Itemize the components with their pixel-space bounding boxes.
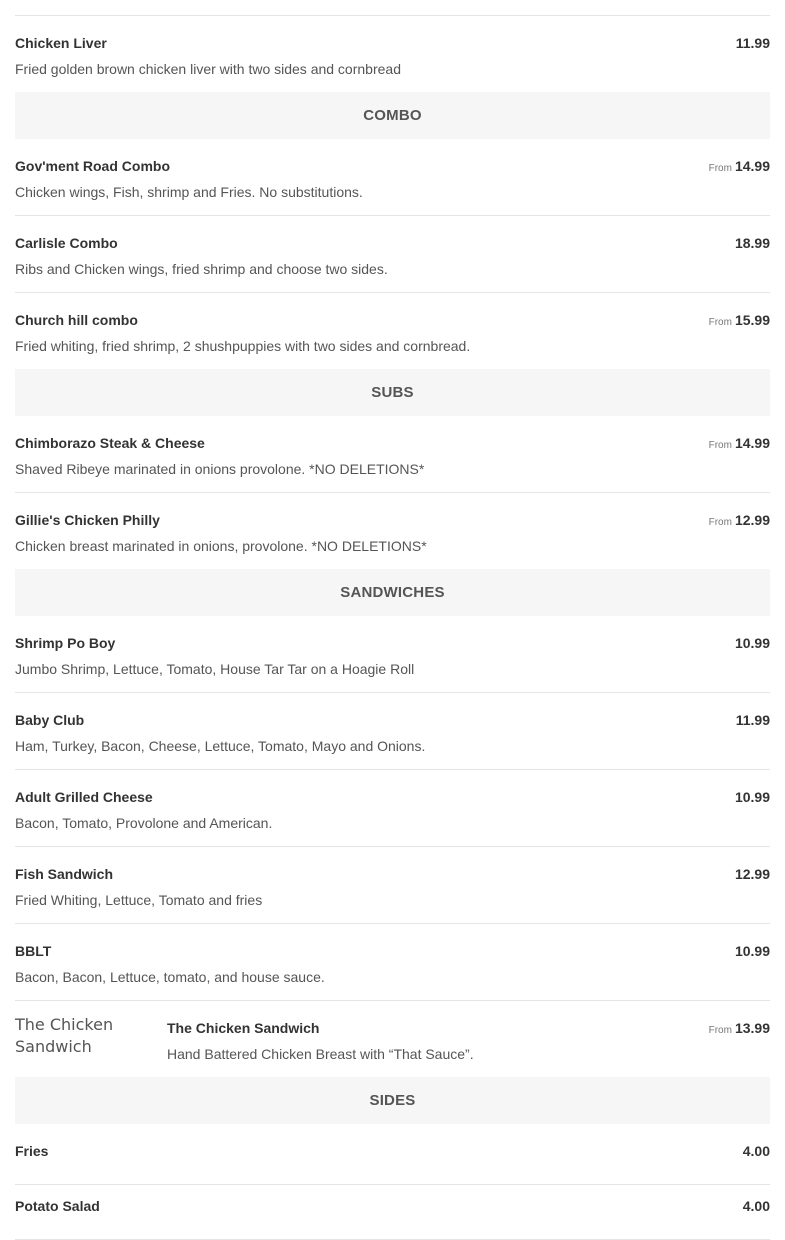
item-price	[709, 512, 770, 531]
menu-item-adult-grilled-cheese[interactable]	[15, 770, 770, 847]
item-price	[740, 1143, 770, 1162]
price-value: 14.99	[734, 158, 770, 174]
item-name: The Chicken Sandwich	[167, 1020, 320, 1036]
item-price	[740, 1198, 770, 1217]
item-description: Fried whiting, fried shrimp, 2 shushpuppies with two sides and cornbread.	[15, 338, 471, 354]
item-price	[709, 158, 770, 177]
menu-item-fries[interactable]	[15, 1124, 770, 1185]
item-description: Bacon, Bacon, Lettuce, tomato, and house sauce.	[15, 969, 325, 985]
price-value: 11.99	[735, 35, 770, 51]
price-value: 12.99	[734, 512, 770, 528]
menu-item-chicken-liver[interactable]	[15, 16, 770, 92]
item-description: Jumbo Shrimp, Lettuce, Tomato, House Tar Tar on a Hoagie Roll	[15, 661, 415, 677]
from-label: From	[708, 440, 732, 451]
item-name: Potato Salad	[15, 1198, 100, 1214]
item-price	[709, 435, 770, 454]
menu-list	[15, 0, 770, 1240]
menu-item-baby-club[interactable]	[15, 693, 770, 770]
item-name: Chicken Liver	[15, 35, 107, 51]
menu-item-carlisle-combo[interactable]	[15, 216, 770, 293]
from-label: From	[708, 517, 732, 528]
item-name: Chimborazo Steak & Cheese	[15, 435, 205, 451]
menu-item-church-hill-combo[interactable]	[15, 293, 770, 369]
item-image-broken[interactable]: The Chicken Sandwich	[15, 1015, 114, 1056]
item-name: Fish Sandwich	[15, 866, 114, 882]
menu-item-govment-road-combo[interactable]	[15, 139, 770, 216]
item-description: Hand Battered Chicken Breast with “That Sauce”.	[167, 1046, 474, 1062]
item-price	[732, 789, 770, 808]
item-description: Ribs and Chicken wings, fried shrimp and choose two sides.	[15, 261, 388, 277]
section-header-combo: COMBO	[15, 92, 770, 139]
item-name: Gov'ment Road Combo	[15, 158, 170, 174]
item-price	[732, 943, 770, 962]
section-header-subs: SUBS	[15, 369, 770, 416]
menu-item-fish-sandwich[interactable]	[15, 847, 770, 924]
item-description: Fried golden brown chicken liver with two sides and cornbread	[15, 61, 401, 77]
price-value: 15.99	[734, 312, 770, 328]
item-description: Shaved Ribeye marinated in onions provolone. *NO DELETIONS*	[15, 461, 425, 477]
from-label: From	[708, 163, 732, 174]
item-description: Ham, Turkey, Bacon, Cheese, Lettuce, Tomato, Mayo and Onions.	[15, 738, 426, 754]
item-description: Fried Whiting, Lettuce, Tomato and fries	[15, 892, 263, 908]
menu-item-potato-salad[interactable]	[15, 1185, 770, 1240]
price-value: 10.99	[734, 635, 770, 651]
section-header-sides: SIDES	[15, 1077, 770, 1124]
item-description: Chicken wings, Fish, shrimp and Fries. No substitutions.	[15, 184, 363, 200]
price-value: 4.00	[742, 1198, 770, 1214]
menu-item-chimborazo-steak-cheese[interactable]	[15, 416, 770, 493]
item-name: Gillie's Chicken Philly	[15, 512, 160, 528]
menu-item-bblt[interactable]	[15, 924, 770, 1001]
price-value: 12.99	[734, 866, 770, 882]
price-value: 11.99	[735, 712, 770, 728]
divider	[15, 0, 770, 16]
from-label: From	[708, 317, 732, 328]
item-name: Baby Club	[15, 712, 85, 728]
item-price	[709, 1020, 770, 1039]
section-header-sandwiches: SANDWICHES	[15, 569, 770, 616]
menu-item-the-chicken-sandwich[interactable]	[15, 1001, 770, 1077]
item-name: BBLT	[15, 943, 52, 959]
menu-item-shrimp-po-boy[interactable]	[15, 616, 770, 693]
price-value: 13.99	[734, 1020, 770, 1036]
item-name: Fries	[15, 1143, 49, 1159]
price-value: 18.99	[734, 235, 770, 251]
item-price	[732, 635, 770, 654]
price-value: 4.00	[742, 1143, 770, 1159]
item-description: Chicken breast marinated in onions, provolone. *NO DELETIONS*	[15, 538, 427, 554]
item-name: Adult Grilled Cheese	[15, 789, 153, 805]
menu-item-gillies-chicken-philly[interactable]	[15, 493, 770, 569]
item-name: Shrimp Po Boy	[15, 635, 116, 651]
price-value: 10.99	[734, 789, 770, 805]
item-price	[709, 312, 770, 331]
item-price	[732, 235, 770, 254]
item-name: Carlisle Combo	[15, 235, 118, 251]
item-price	[732, 866, 770, 885]
item-price	[733, 712, 770, 731]
item-price	[733, 35, 770, 54]
price-value: 14.99	[734, 435, 770, 451]
price-value: 10.99	[734, 943, 770, 959]
item-name: Church hill combo	[15, 312, 138, 328]
from-label: From	[708, 1025, 732, 1036]
item-description: Bacon, Tomato, Provolone and American.	[15, 815, 273, 831]
